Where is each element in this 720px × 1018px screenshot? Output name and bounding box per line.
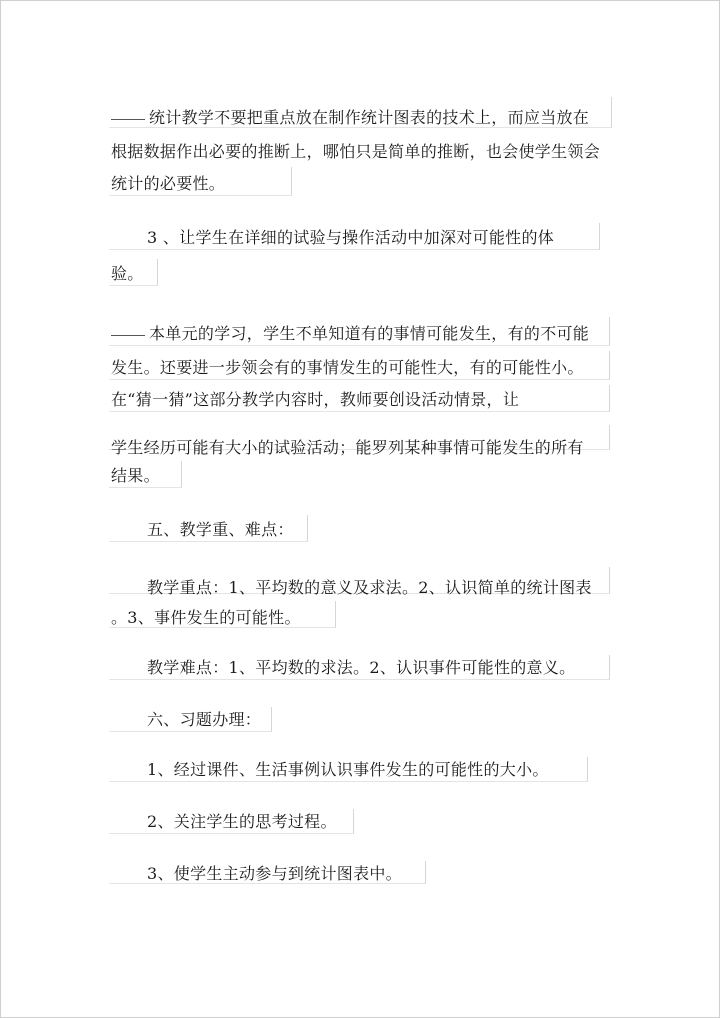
key-points-line: 。3、事件发生的可能性。: [111, 608, 301, 627]
difficulty-line: 教学难点：1、平均数的求法。2、认识事件可能性的意义。: [147, 658, 576, 677]
paragraph-line: 统计教学不要把重点放在制作统计图表的技术上，而应当放在: [149, 108, 590, 127]
list-item: 2、关注学生的思考过程。: [147, 812, 337, 831]
key-points-line: 教学重点：1、平均数的意义及求法。2、认识简单的统计图表: [147, 578, 592, 597]
list-item: 3、使学生主动参与到统计图表中。: [147, 864, 402, 883]
paragraph-line: 在“猜一猜”这部分教学内容时，教师要创设活动情景，让: [111, 390, 520, 409]
section-heading: 六、习题办理：: [147, 710, 262, 729]
paragraph-line: 本单元的学习，学生不单知道有的事情可能发生，有的不可能: [149, 324, 590, 343]
indent-rule: [111, 119, 145, 120]
list-item: 1、经过课件、生活事例认识事件发生的可能性的大小。: [147, 760, 549, 779]
paragraph-line: 结果。: [111, 466, 160, 485]
paragraph-line: 学生经历可能有大小的试验活动；能罗列某种事情可能发生的所有: [111, 438, 584, 457]
paragraph-line: 验。: [111, 264, 144, 283]
paragraph-line: 发生。还要进一步领会有的事情发生的可能性大，有的可能性小。: [111, 358, 584, 377]
paragraph-line: 根据数据作出必要的推断上，哪怕只是简单的推断，也会使学生领会: [111, 142, 601, 161]
paragraph-line: 统计的必要性。: [111, 174, 226, 193]
section-heading: 五、教学重、难点：: [147, 520, 294, 539]
paragraph-line: 3 、让学生在详细的试验与操作活动中加深对可能性的体: [147, 228, 555, 247]
indent-rule: [111, 335, 145, 336]
